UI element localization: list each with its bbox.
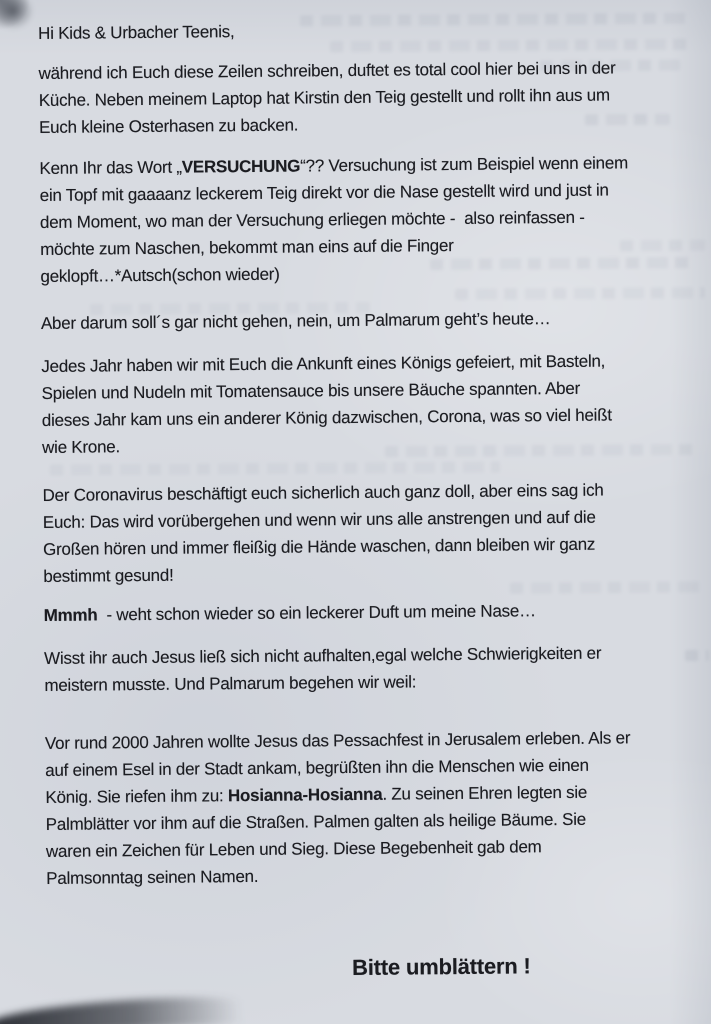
para-closing [352, 950, 689, 983]
text-line: geklopft…*Autsch(schon wieder) [40, 264, 280, 286]
text-line: Vor rund 2000 Jahren wollte Jesus das Pessachfest in Jerusalem erleben. Als er [44, 728, 631, 753]
text-line: Jedes Jahr haben wir mit Euch die Ankunft eines Königs gefeiert, mit Basteln, [41, 351, 606, 376]
text-line: Großen hören und immer fleißig die Hände waschen, dann bleiben wir ganz [42, 534, 596, 559]
para-geschichte [45, 724, 689, 892]
text-line: Palmsonntag seinen Namen. [46, 866, 259, 888]
text-line: dieses Jahr kam uns ein anderer König dazwischen, Corona, was so viel heißt [41, 405, 612, 430]
text-line: dem Moment, wo man der Versuchung erliegen möchte - also reinfassen - [39, 207, 585, 232]
para-jesus [44, 639, 686, 699]
letter-body [38, 14, 689, 986]
text-line: auf einem Esel in der Stadt ankam, begrüßten ihn die Menschen wie einen [45, 755, 589, 780]
para-greeting [38, 14, 680, 47]
para-corona [42, 476, 685, 590]
bleedthrough-mark [685, 650, 709, 661]
text-line: Wisst ihr auch Jesus ließ sich nicht aufhalten,egal welche Schwierigkeiten er [44, 643, 602, 668]
para-kueche [38, 54, 681, 141]
text-line: Palmblätter vor ihm auf die Straßen. Palmen galten als heilige Bäume. Sie [45, 809, 586, 834]
para-palmarum [41, 304, 683, 337]
text-line: Aber darum soll´s gar nicht gehen, nein, um Palmarum geht’s heute… [40, 309, 551, 333]
text-line: Kenn Ihr das Wort „VERSUCHUNG“?? Versuchung ist zum Beispiel wenn einem [39, 153, 629, 178]
text-line: ein Topf mit gaaaanz leckerem Teig direkt vor die Nase gestellt wird und just in [39, 180, 609, 205]
para-versuchung [39, 149, 682, 290]
text-line: Spielen und Nudeln mit Tomatensauce bis unsere Bäuche spannten. Aber [41, 378, 581, 403]
text-line: König. Sie riefen ihm zu: Hosianna-Hosianna. Zu seinen Ehren legten sie [45, 782, 588, 807]
text-line: Euch kleine Osterhasen zu backen. [38, 115, 299, 137]
text-line: Küche. Neben meinem Laptop hat Kirstin den Teig gestellt und rollt ihn aus um [38, 85, 610, 110]
text-line: Der Coronavirus beschäftigt euch sicherlich auch ganz doll, aber eins sag ich [42, 480, 604, 505]
text-line: meistern musste. Und Palmarum begehen wir weil: [44, 672, 417, 695]
para-mmmh [44, 596, 686, 629]
text-line: während ich Euch diese Zeilen schreiben, duftet es total cool hier bei uns in der [38, 58, 616, 83]
corner-shadow [0, 0, 36, 32]
para-koenig [41, 347, 684, 461]
text-line: Hi Kids & Urbacher Teenis, [38, 22, 235, 43]
paper-edge-shadow [0, 993, 256, 1024]
text-line: Mmmh - weht schon wieder so ein leckerer Duft um meine Nase… [43, 601, 536, 625]
text-line: Euch: Das wird vorübergehen und wenn wir uns alle anstrengen und auf die [42, 507, 596, 532]
text-line: waren ein Zeichen für Leben und Sieg. Diese Begebenheit gab dem [45, 837, 542, 861]
text-line: bestimmt gesund! [43, 565, 174, 586]
text-line: Bitte umblättern ! [351, 953, 531, 981]
text-line: wie Krone. [42, 437, 121, 457]
text-line: möchte zum Naschen, bekommt man eins auf die Finger [40, 236, 454, 259]
